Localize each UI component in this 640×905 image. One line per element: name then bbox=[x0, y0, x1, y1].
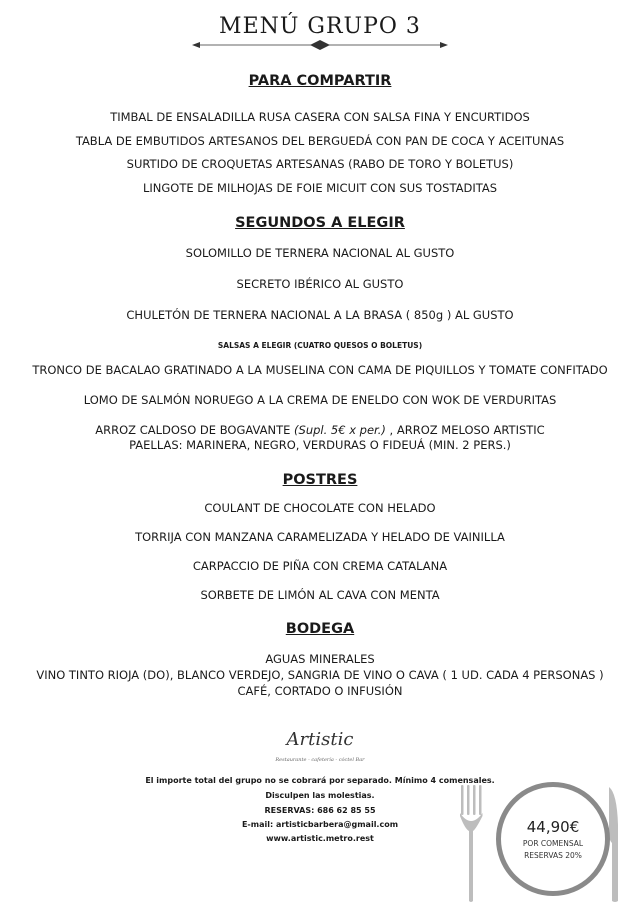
dish-item: CARPACCIO DE PIÑA CON CREMA CATALANA bbox=[192, 559, 448, 573]
price-per-person: POR COMENSAL bbox=[522, 839, 584, 848]
fork-icon bbox=[456, 785, 486, 903]
dish-item: SORBETE DE LIMÓN AL CAVA CON MENTA bbox=[200, 588, 440, 602]
arroz-supplement: (Supl. 5€ x per.) bbox=[294, 423, 386, 437]
section-heading-compartir: PARA COMPARTIR bbox=[248, 73, 392, 89]
drink-item: CAFÉ, CORTADO O INFUSIÓN bbox=[237, 684, 403, 698]
dish-item-arroz bbox=[0, 423, 640, 437]
dish-item: SURTIDO DE CROQUETAS ARTESANAS (RABO DE TORO Y BOLETUS) bbox=[126, 157, 514, 171]
section-heading-segundos: SEGUNDOS A ELEGIR bbox=[235, 215, 405, 231]
contact-email: E-mail: artisticbarbera@gmail.com bbox=[241, 820, 399, 829]
drink-item: AGUAS MINERALES bbox=[265, 652, 375, 666]
section-heading-postres: POSTRES bbox=[282, 472, 358, 488]
dish-item: CHULETÓN DE TERNERA NACIONAL A LA BRASA ( 850g ) AL GUSTO bbox=[126, 308, 514, 322]
arroz-text: ARROZ CALDOSO DE BOGAVANTE bbox=[95, 423, 295, 437]
menu-title: MENÚ GRUPO 3 bbox=[219, 14, 421, 39]
dish-item: TRONCO DE BACALAO GRATINADO A LA MUSELINA CON CAMA DE PIQUILLOS Y TOMATE CONFITADO bbox=[32, 363, 608, 377]
arroz-text-2: , ARROZ MELOSO ARTISTIC bbox=[385, 423, 545, 437]
dish-item: TORRIJA CON MANZANA CARAMELIZADA Y HELADO DE VAINILLA bbox=[135, 530, 505, 544]
logo-tagline: Restaurante - cafetería - cóctel Bar bbox=[275, 757, 365, 763]
section-heading-bodega: BODEGA bbox=[285, 621, 355, 637]
website: www.artistic.metro.rest bbox=[266, 834, 374, 843]
dish-item: SECRETO IBÉRICO AL GUSTO bbox=[236, 277, 404, 291]
dish-item: LOMO DE SALMÓN NORUEGO A LA CREMA DE ENELDO CON WOK DE VERDURITAS bbox=[83, 393, 557, 407]
restaurant-logo: Artistic bbox=[286, 729, 354, 750]
price-badge bbox=[496, 782, 610, 896]
reservation-deposit: RESERVAS 20% bbox=[524, 851, 582, 860]
dish-item-paellas: PAELLAS: MARINERA, NEGRO, VERDURAS O FIDEUÁ (MIN. 2 PERS.) bbox=[129, 438, 511, 452]
dish-item: LINGOTE DE MILHOJAS DE FOIE MICUIT CON SUS TOSTADITAS bbox=[142, 181, 498, 195]
price-amount: 44,90€ bbox=[526, 818, 580, 836]
apology-note: Disculpen las molestias. bbox=[265, 791, 375, 800]
ornament-divider-icon bbox=[190, 39, 450, 51]
drink-item: VINO TINTO RIOJA (DO), BLANCO VERDEJO, SANGRIA DE VINO O CAVA ( 1 UD. CADA 4 PERSONAS ) bbox=[36, 668, 604, 682]
sauce-note: SALSAS A ELEGIR (CUATRO QUESOS O BOLETUS) bbox=[217, 341, 423, 350]
dish-item: TABLA DE EMBUTIDOS ARTESANOS DEL BERGUEDÁ CON PAN DE COCA Y ACEITUNAS bbox=[75, 134, 565, 148]
dish-item: SOLOMILLO DE TERNERA NACIONAL AL GUSTO bbox=[185, 246, 455, 260]
reservation-phone: RESERVAS: 686 62 85 55 bbox=[264, 806, 376, 815]
dish-item: COULANT DE CHOCOLATE CON HELADO bbox=[204, 501, 436, 515]
dish-item: TIMBAL DE ENSALADILLA RUSA CASERA CON SALSA FINA Y ENCURTIDOS bbox=[110, 110, 530, 124]
group-note: El importe total del grupo no se cobrará por separado. Mínimo 4 comensales. bbox=[145, 776, 495, 785]
